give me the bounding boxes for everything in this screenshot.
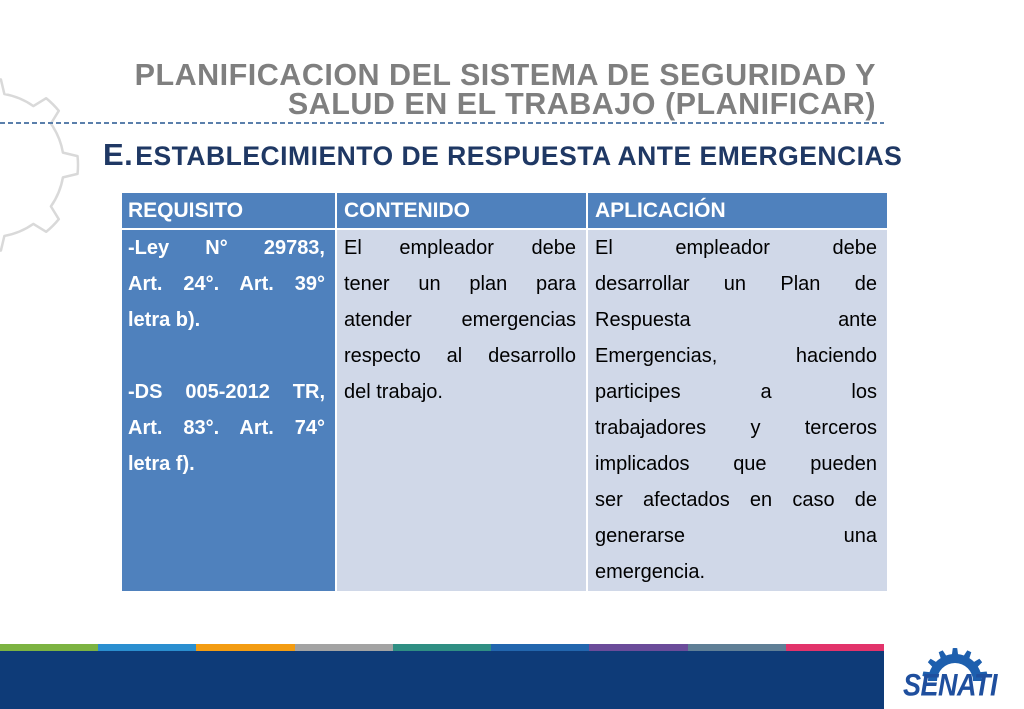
gear-outline-icon [0,0,90,270]
contenido-line: respecto al desarrollo [344,345,576,367]
stripe-segment [589,644,687,651]
stripe-segment [295,644,393,651]
senati-logo-text: SENATI [903,667,998,703]
requisito-line: letra f). [128,453,195,475]
section-heading [103,138,902,173]
section-letter: E. [103,137,134,172]
contenido-line: atender emergencias [344,309,576,331]
requisito-line: -DS 005-2012 TR, [128,381,325,403]
section-heading-text: ESTABLECIMIENTO DE RESPUESTA ANTE EMERGENCIAS [135,141,903,171]
requisito-line: Art. 83°. Art. 74° [128,417,325,439]
aplicacion-line: implicados que pueden [595,453,877,475]
cell-aplicacion [588,230,887,591]
stripe-segment [688,644,786,651]
title-line: SALUD EN EL TRABAJO (PLANIFICAR) [287,87,876,121]
aplicacion-line: Emergencias, haciendo [595,345,877,367]
cell-contenido [337,230,586,591]
aplicacion-line: participes a los [595,381,877,403]
aplicacion-line: desarrollar un Plan de [595,273,877,295]
contenido-line: El empleador debe [344,237,576,259]
requisito-line: letra b). [128,309,201,331]
header-requisito: REQUISITO [122,193,335,228]
stripe-segment [393,644,491,651]
contenido-line: del trabajo. [344,381,443,403]
stripe-segment [491,644,589,651]
slide-title [134,58,876,121]
footer-band [0,651,884,709]
emergency-response-table [122,193,887,591]
aplicacion-line: generarse una [595,525,877,547]
stripe-segment [98,644,196,651]
contenido-line: tener un plan para [344,273,576,295]
stripe-segment [0,644,98,651]
requisito-line: -Ley N° 29783, [128,237,325,259]
aplicacion-line: trabajadores y terceros [595,417,877,439]
header-contenido: CONTENIDO [337,193,586,228]
dashed-divider [0,122,884,124]
header-aplicacion: APLICACIÓN [588,193,887,228]
aplicacion-line: ser afectados en caso de [595,489,877,511]
paragraph-gap [128,338,325,374]
aplicacion-line: Respuesta ante [595,309,877,331]
requisito-line: Art. 24°. Art. 39° [128,273,325,295]
aplicacion-line: emergencia. [595,561,706,583]
title-line: PLANIFICACION DEL SISTEMA DE SEGURIDAD Y [134,58,876,92]
stripe-segment [196,644,294,651]
footer-color-stripe [0,644,884,651]
aplicacion-line: El empleador debe [595,237,877,259]
cell-requisito [122,230,335,591]
stripe-segment [786,644,884,651]
